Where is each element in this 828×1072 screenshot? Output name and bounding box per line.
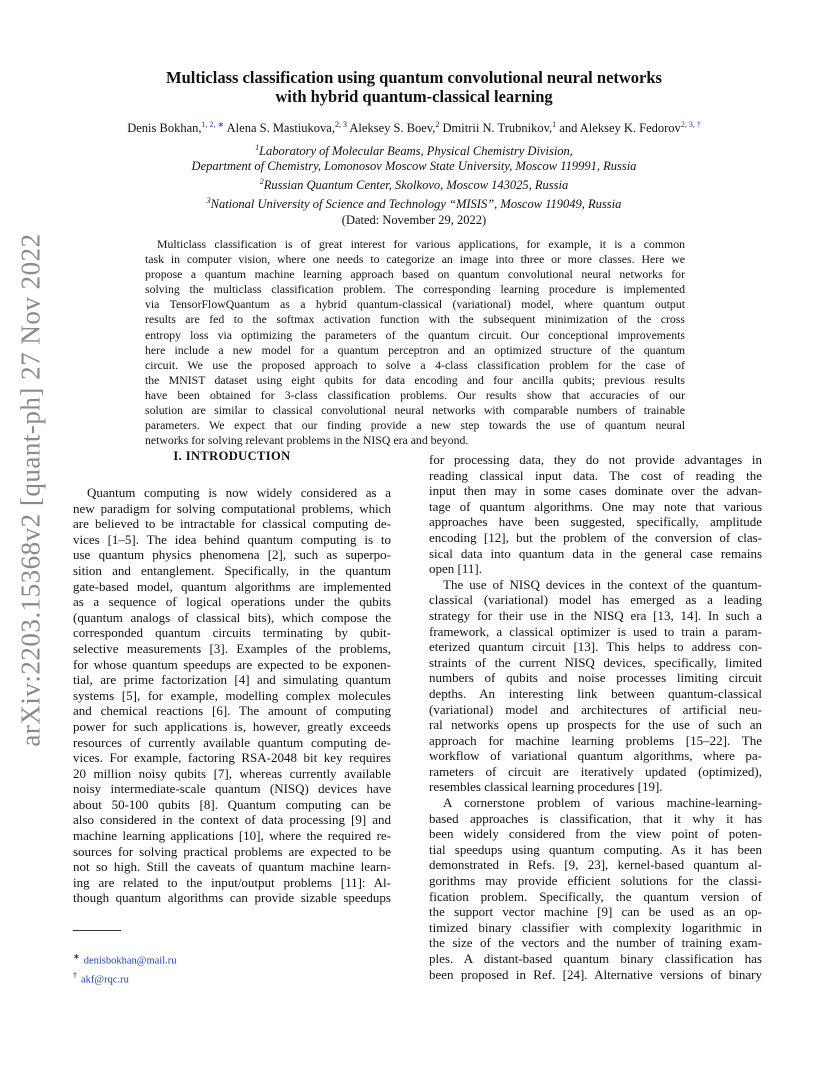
affiliation-line: [100, 140, 728, 159]
body-text-line: (variational) model and architectures of artificial neu-: [429, 701, 762, 717]
body-text-line: though quantum algorithms can provide sizable speedups: [73, 890, 391, 906]
body-text-line: gate-based model, quantum algorithms are implemented: [73, 578, 391, 594]
affiliation-text: Department of Chemistry, Lomonosov Moscow State University, Moscow 119991, Russia: [191, 159, 637, 174]
affiliation-text: Laboratory of Molecular Beams, Physical Chemistry Division,: [259, 144, 573, 159]
body-text-line: approach for machine learning problems [15–22]. The: [429, 732, 762, 748]
body-text-line: reading classical input data. The cost of reading the: [429, 467, 762, 483]
body-text-line: the support vector machine [9] can be used as an op-: [429, 904, 762, 920]
body-text-line: noisy intermediate-scale quantum (NISQ) devices have: [73, 781, 391, 797]
footnote-email-link[interactable]: akf@rqc.ru: [81, 974, 129, 985]
body-text-line: rameters of circuit are iteratively updated (optimized),: [429, 763, 762, 779]
body-text-line: corresponded quantum circuits terminating by qubit-: [73, 625, 391, 641]
body-text-line: The use of NISQ devices in the context of the quantum-: [443, 576, 762, 592]
footnotes: [73, 950, 176, 987]
body-text-line: resources of currently available quantum computing de-: [73, 734, 391, 750]
body-text-line: ral networks opens up prospects for the use of such an: [429, 717, 762, 733]
abstract-line: parameters. We expect that our finding provide a new step towards the use of quantum neural: [145, 418, 685, 433]
body-text-line: power for such applications is, however, greatly exceeds: [73, 718, 391, 734]
affiliation-line: [100, 159, 728, 174]
body-text-line: depths. An interesting link between quantum-classical: [429, 685, 762, 701]
body-text-line: A cornerstone problem of various machine-learning-: [443, 795, 762, 811]
abstract-line: Multiclass classification is of great interest for various applications, for example, it is a common: [157, 237, 685, 251]
body-text-line: been widely considered from the view point of poten-: [429, 826, 762, 842]
title-line-1: Multiclass classification using quantum convolutional neural networks: [166, 68, 662, 87]
body-text-line: vices. For example, factoring RSA-2048 bit key requires: [73, 750, 391, 766]
right-column: [429, 452, 762, 982]
body-text-line: timized binary classifier with complexity logarithmic in: [429, 919, 762, 935]
affiliations: [100, 140, 728, 212]
footnote-email-link[interactable]: denisbokhan@mail.ru: [83, 955, 177, 967]
abstract-line: circuit. We use the proposed approach to solve a 4-class classification problem for the case of: [145, 357, 685, 372]
body-text-line: the size of the vectors and the number of training exam-: [429, 935, 762, 951]
section-heading-introduction: I. INTRODUCTION: [173, 449, 291, 463]
abstract-line: entropy loss via optimizing the parameters of the quantum circuit. Our conceptional improvements: [145, 327, 685, 342]
body-text-line: numbers of qubits and noise processes limiting circuit: [429, 670, 762, 686]
body-text-line: straints of the current NISQ devices, specifically, limited: [429, 654, 762, 670]
author-name: Aleksey S. Boev,: [349, 121, 436, 136]
body-text-line: resembles classical learning procedures [19].: [429, 779, 663, 795]
author-list: [50, 120, 778, 136]
body-text-line: gorithms may provide efficient solutions for the classi-: [429, 873, 762, 889]
body-text-line: demonstrated in Refs. [9, 23], kernel-based quantum al-: [429, 857, 762, 873]
abstract-line: here include a new model for a quantum perceptron and an optimized structure of the quantum: [145, 342, 685, 357]
body-text-line: ing are related to the input/output problems [11]: Al-: [73, 874, 391, 890]
body-text-line: 20 million noisy qubits [7], whereas currently available: [73, 765, 391, 781]
body-text-line: been proposed in Ref. [24]. Alternative versions of binary: [429, 966, 762, 982]
body-text-line: new paradigm for solving computational problems, which: [73, 500, 391, 516]
body-text-line: selective measurements [3]. Examples of the problems,: [73, 640, 391, 656]
body-text-line: input then may in some cases dominate over the advan-: [429, 483, 762, 499]
body-text-line: workflow of variational quantum algorithms, where pa-: [429, 748, 762, 764]
body-text-line: tial, are prime factorization [4] and simulating quantum: [73, 672, 391, 688]
left-column: [73, 485, 391, 906]
body-text-line: eterized quantum circuit [13]. This helps to address con-: [429, 639, 762, 655]
body-text-line: strategy for their use in the NISQ era [13, 14]. In such a: [429, 607, 762, 623]
affiliation-number: 2: [259, 177, 264, 187]
abstract-line: results are fed to the softmax activation function with the subsequent minimization of the cross: [145, 312, 685, 327]
body-text-line: for whose quantum speedups are expected to be exponen-: [73, 656, 391, 672]
paper-title: [60, 68, 768, 106]
body-text-line: tage of quantum algorithms. One may note that various: [429, 498, 762, 514]
author-name: and Aleksey K. Fedorov: [559, 121, 681, 136]
affiliation-line: [100, 193, 728, 212]
footnote: [73, 950, 176, 969]
footnote-divider: [73, 930, 121, 931]
body-text-line: (quantum analogs of classical bits), which compose the: [73, 609, 391, 625]
body-text-line: encoding [12], but the problem of the conversion of clas-: [429, 529, 762, 545]
body-text-line: sition and entanglement. Specifically, in the quantum: [73, 562, 391, 578]
body-text-line: sources for solving practical problems are expected to be: [73, 843, 391, 859]
abstract-line: solving the multiclass classification problem. The corresponding learning procedure is implemented: [145, 282, 685, 297]
body-text-line: framework, a classical optimizer is used to train a param-: [429, 623, 762, 639]
body-text-line: approaches have been suggested, specifically, amplitude: [429, 514, 762, 530]
body-text-line: and chemical reactions [6]. The amount of computing: [73, 703, 391, 719]
body-text-line: sical data into quantum data in the general case remains: [429, 545, 762, 561]
body-text-line: based approaches is classification, that it why it has: [429, 810, 762, 826]
abstract-line: have been obtained for 3-class classification problems. Our results show that accuracies of our: [145, 387, 685, 402]
body-text-line: not so high. Still the caveats of quantum machine learn-: [73, 859, 391, 875]
abstract-line: task in computer vision, where one needs to categorize an image into three or more classes. Here we: [145, 252, 685, 267]
abstract-line: the MNIST dataset using eight qubits for data encoding and four ancilla qubits; previous results: [145, 372, 685, 387]
author-affiliation-marker: 1: [552, 120, 557, 129]
abstract-line: propose a quantum machine learning approach based on quantum convolutional neural networks for: [145, 267, 685, 282]
affiliation-number: 3: [206, 196, 211, 206]
author-affiliation-marker: 1, 2, ∗: [201, 120, 225, 129]
affiliation-text: Russian Quantum Center, Skolkovo, Moscow 143025, Russia: [263, 178, 569, 193]
author-affiliation-marker: 2: [435, 120, 440, 129]
body-text-line: vices [1–5]. The idea behind quantum computing is to: [73, 531, 391, 547]
footnote-mark: ∗: [73, 952, 80, 961]
body-text-line: tial speedups using quantum computing. As it has been: [429, 841, 762, 857]
body-text-line: use quantum physics phenomena [2], such as superpo-: [73, 547, 391, 563]
date-line: (Dated: November 29, 2022): [341, 213, 487, 227]
body-text-line: systems [5], for example, modelling complex molecules: [73, 687, 391, 703]
affiliation-text: National University of Science and Technology “MISIS”, Moscow 119049, Russia: [210, 197, 622, 212]
body-text-line: as a sequence of logical operations under the qubits: [73, 594, 391, 610]
footnote-mark: †: [73, 970, 77, 980]
body-text-line: Quantum computing is now widely considered as a: [87, 485, 391, 500]
author-affiliation-marker: 2, 3: [334, 120, 347, 129]
affiliation-number: 1: [255, 143, 260, 152]
body-text-line: machine learning applications [10], where the required re-: [73, 828, 391, 844]
title-line-2: with hybrid quantum-classical learning: [275, 87, 553, 106]
abstract-line: via TensorFlowQuantum as a hybrid quantum-classical (variational) model, where quantum output: [145, 297, 685, 312]
body-text-line: are believed to be intractable for classical computing de-: [73, 516, 391, 532]
body-text-line: for processing data, they do not provide advantages in: [429, 452, 762, 467]
body-text-line: ples. A distant-based quantum binary classification has: [429, 951, 762, 966]
arxiv-sidebar: [8, 233, 54, 747]
author-affiliation-marker: 2, 3, †: [680, 120, 701, 129]
body-text-line: about 50-100 qubits [8]. Quantum computing can be: [73, 796, 391, 812]
author-name: Alena S. Mastiukova,: [226, 121, 335, 136]
body-text-line: open [11].: [429, 561, 482, 577]
footnote: [73, 969, 176, 988]
body-text-line: also considered in the context of data processing [9] and: [73, 812, 391, 828]
abstract: [145, 237, 685, 448]
affiliation-line: [100, 174, 728, 193]
author-name: Dmitrii N. Trubnikov,: [442, 121, 553, 136]
arxiv-identifier: arXiv:2203.15368v2 [quant-ph] 27 Nov 2022: [15, 233, 46, 747]
body-text-line: fication problem. Specifically, the quantum version of: [429, 888, 762, 904]
author-name: Denis Bokhan,: [127, 121, 202, 136]
abstract-line: networks for solving relevant problems in the NISQ era and beyond.: [145, 433, 469, 448]
abstract-line: solution are similar to classical convolutional neural networks with comparable numbers of trainable: [145, 403, 685, 418]
body-text-line: classical (variational) model has emerged as a leading: [429, 592, 762, 608]
